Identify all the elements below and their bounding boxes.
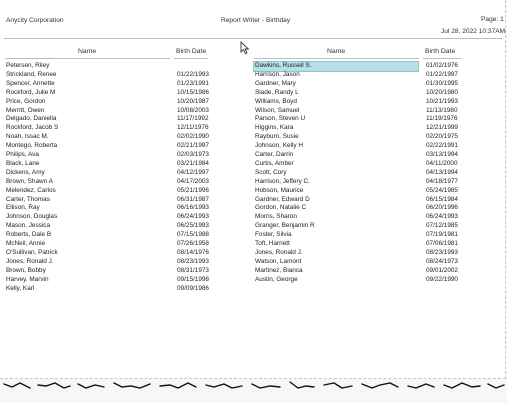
- right-record-birthdate: 07/12/1985: [426, 222, 458, 230]
- mouse-pointer-icon: [240, 41, 250, 55]
- right-record-name: Johnson, Kelly H: [255, 142, 303, 150]
- right-record-birthdate: 03/13/1994: [426, 151, 458, 158]
- left-record-row[interactable]: [5, 124, 221, 133]
- right-record-row[interactable]: [254, 178, 470, 187]
- right-record-row[interactable]: [254, 80, 470, 89]
- right-record-row[interactable]: [254, 169, 470, 178]
- left-record-row[interactable]: [5, 240, 221, 249]
- right-record-birthdate: 08/24/1973: [426, 257, 458, 265]
- left-record-name: Philips, Ava: [6, 151, 39, 158]
- right-record-birthdate: 09/01/2002: [426, 266, 458, 274]
- right-record-name: Carter, Darrin: [255, 151, 294, 158]
- left-name-header: Name: [78, 48, 97, 55]
- left-record-name: Kelly, Karl: [6, 284, 35, 292]
- left-record-birthdate: 12/11/1976: [177, 124, 209, 132]
- left-record-name: Brown, Bobby: [6, 266, 46, 274]
- left-record-name: Merritt, Owen: [6, 106, 45, 114]
- right-record-name: Wilson, Samuel: [255, 106, 300, 114]
- right-record-name: Toft, Harriett: [255, 240, 290, 247]
- left-record-name: Harvey, Marvin: [6, 275, 49, 283]
- right-record-row[interactable]: [254, 187, 470, 196]
- left-record-row[interactable]: [5, 115, 221, 124]
- right-record-row[interactable]: [254, 267, 470, 276]
- right-name-header: Name: [327, 48, 346, 55]
- left-record-row[interactable]: [5, 89, 221, 98]
- left-record-row[interactable]: [5, 107, 221, 116]
- left-record-row[interactable]: [5, 62, 221, 71]
- left-record-row[interactable]: [5, 71, 221, 80]
- right-record-birthdate: 01/22/1997: [426, 70, 458, 78]
- left-record-row[interactable]: [5, 267, 221, 276]
- right-record-birthdate: 10/21/1993: [426, 97, 458, 105]
- right-record-row[interactable]: [254, 196, 470, 205]
- left-record-row[interactable]: [5, 258, 221, 267]
- right-record-row[interactable]: [254, 231, 470, 240]
- left-record-name: O'Sullivan, Patrick: [6, 248, 58, 256]
- right-record-birthdate: 11/19/1976: [426, 115, 458, 123]
- left-record-birthdate: 10/20/1987: [177, 97, 209, 105]
- header-divider: [4, 38, 502, 39]
- left-record-birthdate: 02/02/1990: [177, 133, 209, 141]
- right-record-name: Hobson, Maurice: [255, 186, 304, 194]
- left-record-birthdate: 02/21/1997: [177, 142, 209, 150]
- right-record-name: Rayburn, Susie: [255, 133, 299, 141]
- left-record-name: Melendez, Carlos: [6, 186, 56, 194]
- left-record-birthdate: 08/14/1976: [177, 248, 209, 256]
- left-record-name: Jones, Ronald J.: [6, 257, 54, 265]
- right-record-birthdate: 01/30/1995: [426, 79, 458, 87]
- right-record-row[interactable]: [254, 258, 470, 267]
- left-record-birthdate: 01/22/1993: [177, 70, 209, 78]
- left-record-row[interactable]: [5, 196, 221, 205]
- right-record-birthdate: 07/06/1981: [426, 240, 458, 247]
- right-record-row[interactable]: [254, 98, 470, 107]
- left-record-name: McNeil, Annie: [6, 240, 46, 247]
- right-record-name: Jones, Ronald J.: [255, 248, 303, 256]
- left-record-birthdate: 10/08/2003: [177, 106, 209, 114]
- right-record-row[interactable]: [254, 107, 470, 116]
- right-record-name: Gardner, Edward D: [255, 195, 310, 203]
- right-record-birthdate: 02/22/1991: [426, 142, 458, 150]
- right-record-birthdate: 01/02/1976: [426, 62, 458, 69]
- left-record-birthdate: 11/17/1992: [177, 115, 209, 123]
- left-record-birthdate: 10/15/1986: [177, 88, 209, 96]
- left-record-row[interactable]: [5, 249, 221, 258]
- right-name-rule: [254, 58, 419, 59]
- right-record-birthdate: 02/20/1975: [426, 133, 458, 141]
- right-record-birthdate: 04/18/1977: [426, 177, 458, 185]
- left-record-name: Price, Gordon: [6, 97, 46, 105]
- right-record-name: Austin, George: [255, 275, 298, 283]
- left-record-birthdate: 08/23/1993: [177, 257, 209, 265]
- right-record-name: Parson, Steven U: [255, 115, 306, 123]
- right-record-birthdate: 06/24/1993: [426, 213, 458, 221]
- left-record-birthdate: 06/16/1993: [177, 204, 209, 212]
- right-record-birthdate: 06/20/1996: [426, 204, 458, 212]
- right-record-row[interactable]: [254, 133, 470, 142]
- left-record-birthdate: 02/03/1973: [177, 151, 209, 158]
- left-record-birthdate: 09/15/1998: [177, 275, 209, 283]
- left-record-row[interactable]: [5, 178, 221, 187]
- torn-page-edge: [0, 374, 507, 403]
- left-record-row[interactable]: [5, 213, 221, 222]
- right-record-row[interactable]: [254, 240, 470, 249]
- right-record-birthdate: 11/13/1980: [426, 106, 458, 114]
- right-record-name: Harrison, Jason: [255, 70, 300, 78]
- right-record-name: Williams, Boyd: [255, 97, 297, 105]
- right-record-name: Gardner, Mary: [255, 79, 296, 87]
- left-record-name: Rockford, Jacob S: [6, 124, 59, 132]
- left-record-row[interactable]: [5, 204, 221, 213]
- right-record-name: Gordon, Natalie C: [255, 204, 307, 212]
- report-title: Report Writer - Birthday: [221, 17, 291, 24]
- right-record-row[interactable]: [254, 142, 470, 151]
- right-record-name: Curtis, Amber: [255, 159, 294, 167]
- report-datetime: Jul 28, 2022 10:37AM: [441, 28, 506, 35]
- right-record-birthdate: 04/11/2000: [426, 159, 458, 167]
- right-record-birthdate: 05/24/1985: [426, 186, 458, 194]
- left-record-birthdate: 07/15/1988: [177, 231, 209, 239]
- left-record-birthdate: 08/31/1973: [177, 266, 209, 274]
- left-record-name: Montego, Roberta: [6, 142, 58, 150]
- left-record-birthdate: 09/09/1986: [177, 284, 209, 292]
- left-record-name: Brown, Shawn A: [6, 177, 53, 185]
- right-record-name: Watson, Lamont: [255, 257, 302, 265]
- left-record-row[interactable]: [5, 222, 221, 231]
- page-number: Page: 1: [481, 16, 504, 23]
- left-record-name: Strickland, Renee: [6, 70, 57, 78]
- right-record-name: Harrison, Jeffery C.: [255, 177, 310, 185]
- left-record-row[interactable]: [5, 187, 221, 196]
- right-record-row[interactable]: [254, 276, 470, 285]
- left-record-name: Black, Lane: [6, 159, 40, 167]
- right-record-name: Foster, Silvia: [255, 231, 292, 239]
- left-record-birthdate: 06/25/1993: [177, 222, 209, 230]
- left-record-birthdate: 06/24/1993: [177, 213, 209, 221]
- right-record-birthdate: 08/23/1993: [426, 248, 458, 256]
- left-record-row[interactable]: [5, 276, 221, 285]
- left-record-birthdate: 04/17/2003: [177, 177, 209, 185]
- left-record-birthdate: 06/31/1987: [177, 195, 209, 203]
- right-record-birthdate: 04/13/1994: [426, 168, 458, 176]
- left-record-name: Noah, Issac M.: [6, 133, 49, 141]
- left-birthdate-header: Birth Date: [176, 48, 207, 55]
- left-record-name: Johnson, Douglas: [6, 213, 58, 221]
- left-record-row[interactable]: [5, 151, 221, 160]
- left-record-name: Rockford, Julie M: [6, 88, 56, 96]
- right-record-birthdate: 07/19/1981: [426, 231, 458, 239]
- right-record-row[interactable]: [254, 160, 470, 169]
- left-record-name: Delgado, Daniella: [6, 115, 57, 123]
- left-record-birthdate: 03/21/1984: [177, 159, 209, 167]
- right-record-birthdate: 06/15/1984: [426, 195, 458, 203]
- left-record-birthdate: 05/21/1996: [177, 186, 209, 194]
- right-record-row[interactable]: [254, 222, 470, 231]
- right-record-row[interactable]: [254, 89, 470, 98]
- right-record-birthdate: 10/20/1980: [426, 88, 458, 96]
- right-record-name: Slade, Randy L: [255, 88, 299, 96]
- right-record-row[interactable]: [254, 213, 470, 222]
- right-record-row[interactable]: [254, 62, 470, 71]
- left-name-rule: [5, 58, 170, 59]
- right-record-name: Dawkins, Russell S.: [254, 62, 418, 71]
- right-birthdate-header: Birth Date: [425, 48, 456, 55]
- left-record-row[interactable]: [5, 98, 221, 107]
- left-record-name: Roberts, Dale B: [6, 231, 52, 239]
- right-record-birthdate: 12/21/1999: [426, 124, 458, 132]
- right-record-row[interactable]: [254, 151, 470, 160]
- right-record-row[interactable]: [254, 71, 470, 80]
- right-date-rule: [423, 58, 461, 59]
- left-record-row[interactable]: [5, 160, 221, 169]
- right-record-row[interactable]: [254, 115, 470, 124]
- company-name: Anycity Corporation: [6, 17, 64, 24]
- left-record-row[interactable]: [5, 231, 221, 240]
- left-record-name: Dickens, Amy: [6, 168, 45, 176]
- left-record-row[interactable]: [5, 285, 221, 294]
- right-record-name: Martinez, Bianca: [255, 266, 303, 274]
- left-record-name: Ellison, Ray: [6, 204, 40, 212]
- right-record-row[interactable]: [254, 124, 470, 133]
- left-record-name: Mason, Jessica: [6, 222, 51, 230]
- left-record-birthdate: 07/26/1958: [177, 240, 209, 247]
- left-record-birthdate: 04/12/1997: [177, 168, 209, 176]
- right-record-name: Morris, Sharon: [255, 213, 297, 221]
- right-record-name: Granger, Benjamin R: [255, 222, 315, 230]
- left-record-name: Spencer, Annette: [6, 79, 55, 87]
- right-record-row[interactable]: [254, 204, 470, 213]
- left-record-name: Carter, Thomas: [6, 195, 50, 203]
- left-record-birthdate: 01/23/1991: [177, 79, 209, 87]
- left-date-rule: [174, 58, 208, 59]
- left-record-row[interactable]: [5, 133, 221, 142]
- right-record-row[interactable]: [254, 249, 470, 258]
- left-record-row[interactable]: [5, 169, 221, 178]
- right-record-birthdate: 09/22/1990: [426, 275, 458, 283]
- right-record-name: Scott, Cory: [255, 168, 287, 176]
- left-record-name: Petersen, Riley: [6, 62, 50, 69]
- left-record-row[interactable]: [5, 142, 221, 151]
- left-record-row[interactable]: [5, 80, 221, 89]
- right-record-name: Higgins, Kara: [255, 124, 294, 132]
